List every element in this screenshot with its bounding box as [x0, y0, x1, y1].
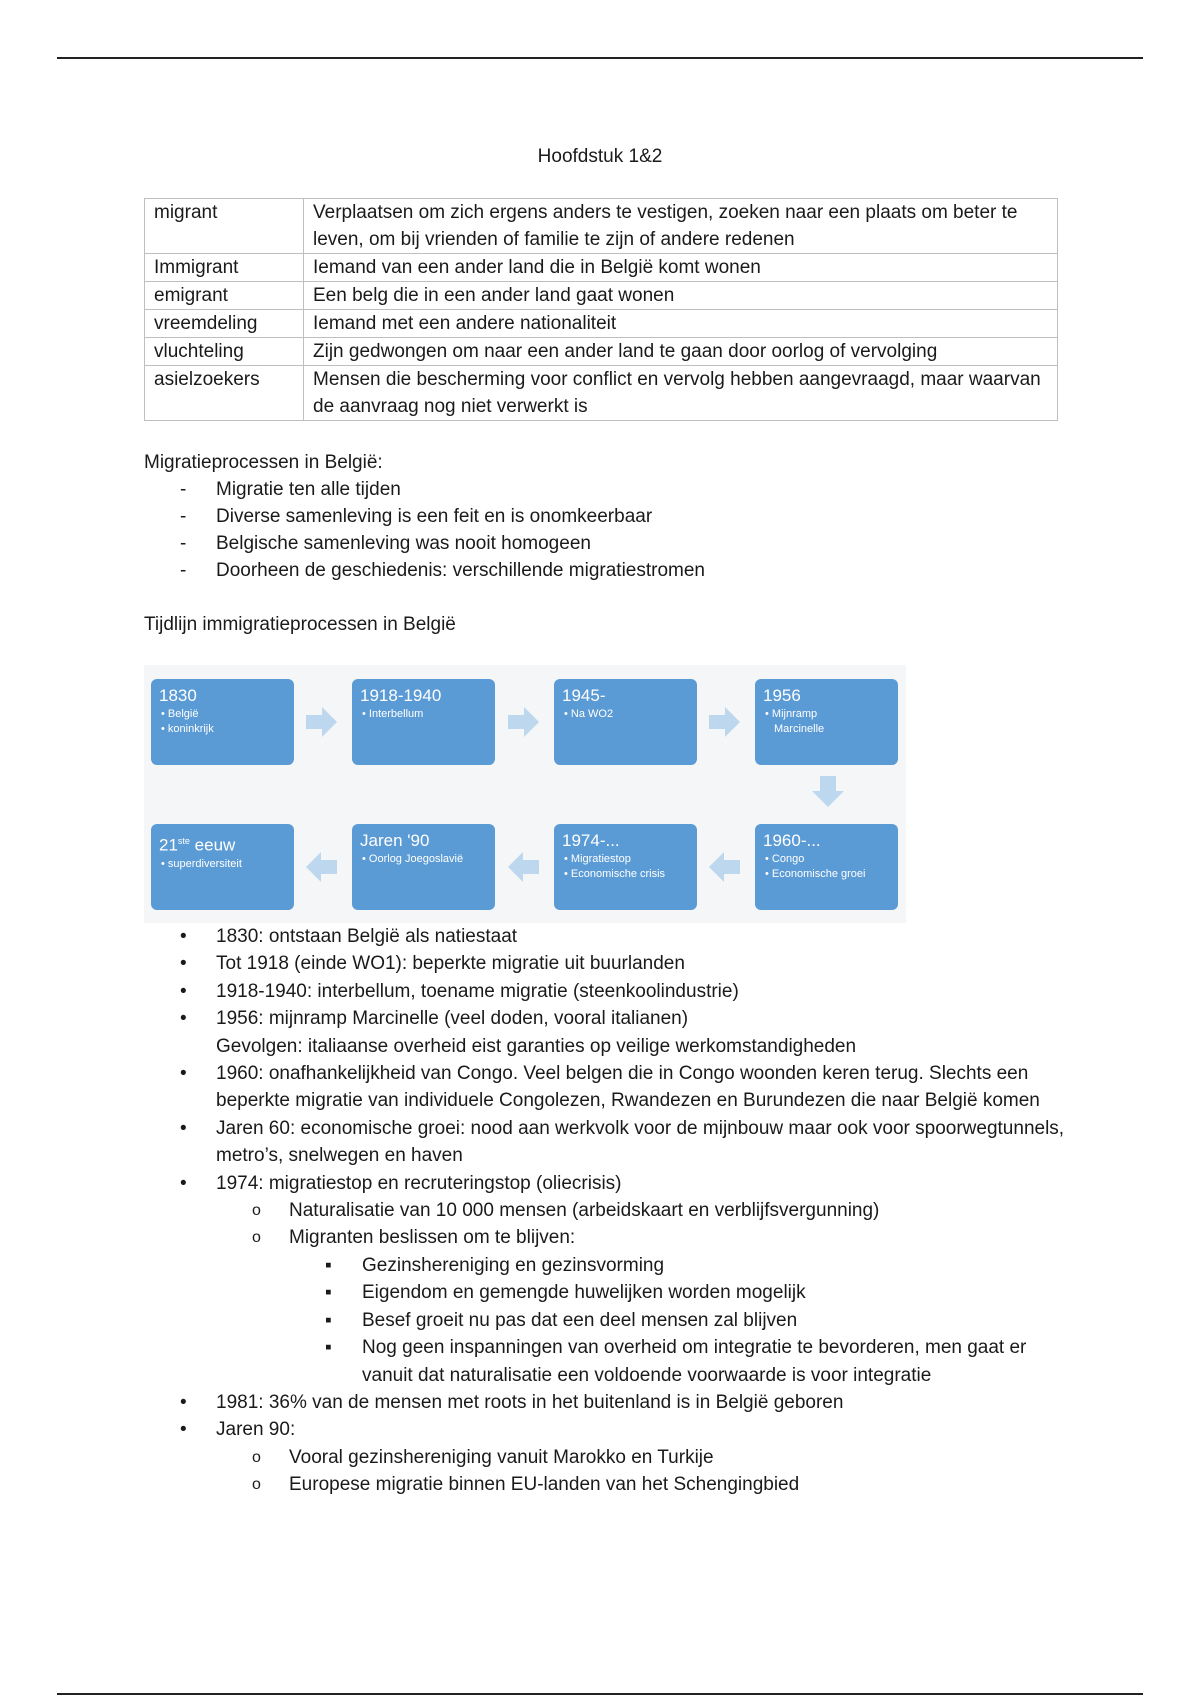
definition-cell: Een belg die in een ander land gaat wonen: [304, 282, 1058, 310]
term-cell: asielzoekers: [145, 366, 304, 421]
term-cell: emigrant: [145, 282, 304, 310]
sub-sub-list-item: ▪ Eigendom en gemengde huwelijken worden mogelijk: [289, 1279, 1074, 1306]
timeline-box-title: 1956: [763, 686, 801, 705]
timeline-box-item: • België: [161, 708, 199, 720]
term-cell: Immigrant: [145, 254, 304, 282]
list-item: • 1981: 36% van de mensen met roots in het buitenland is in België geboren: [144, 1389, 1074, 1416]
timeline-box-1945: [554, 679, 697, 765]
term-cell: vluchteling: [145, 338, 304, 366]
timeline-box-title: 1945-: [562, 686, 606, 705]
sub-sub-list: [289, 1252, 1074, 1389]
timeline-box-title: Jaren '90: [360, 831, 430, 850]
list-item: [144, 1005, 1074, 1060]
footer-rule: [57, 1693, 1143, 1695]
list-item: • 1830: ontstaan België als natiestaat: [144, 923, 1074, 950]
list-item-text: o Migranten beslissen om te blijven:: [289, 1227, 576, 1249]
list-item: • 1960: onafhankelijkheid van Congo. Veel belgen die in Congo woonden keren terug. Slechts een beperkte migratie van individuele Congolezen, Rwandezen en Burundezen die naar België komen: [144, 1060, 1074, 1115]
timeline-box-1956: [755, 679, 898, 765]
sub-sub-list-item: ▪ Gezinshereniging en gezinsvorming: [289, 1252, 1074, 1279]
table-row: [145, 282, 1058, 310]
definition-cell: Iemand van een ander land die in België komt wonen: [304, 254, 1058, 282]
arrow-right-icon: [709, 706, 741, 738]
list-item: • 1918-1940: interbellum, toename migratie (steenkoolindustrie): [144, 978, 1074, 1005]
timeline-box-1960: [755, 824, 898, 910]
list-item: - Migratie ten alle tijden: [144, 476, 705, 503]
timeline-box-1830: [151, 679, 294, 765]
timeline-heading: Tijdlijn immigratieprocessen in België: [144, 614, 456, 635]
term-cell: migrant: [145, 199, 304, 254]
timeline-box-1918: [352, 679, 495, 765]
list-item: - Belgische samenleving was nooit homogeen: [144, 530, 705, 557]
definition-cell: Verplaatsen om zich ergens anders te vestigen, zoeken naar een plaats om beter te leven, om bij vrienden of familie te zijn of andere redenen: [304, 199, 1058, 254]
arrow-right-icon: [306, 706, 338, 738]
table-row: [145, 310, 1058, 338]
timeline-box-title: 21ste eeuw: [159, 835, 236, 855]
arrow-left-icon: [709, 851, 741, 883]
timeline-box-item: • Interbellum: [362, 708, 424, 720]
timeline-box-item: • Economische groei: [765, 868, 866, 880]
page-title: Hoofdstuk 1&2: [537, 146, 663, 167]
list-item: [144, 1170, 1074, 1389]
definitions-table: [144, 198, 1058, 421]
timeline-box-item: • Mijnramp: [765, 708, 818, 720]
list-item: - Diverse samenleving is een feit en is onomkeerbaar: [144, 503, 705, 530]
sub-list-item: [216, 1224, 1074, 1388]
list-item-text: Gevolgen: italiaanse overheid eist garanties op veilige werkomstandigheden: [216, 1035, 857, 1057]
sub-sub-list-item: ▪ Nog geen inspanningen van overheid om integratie te bevorderen, men gaat er vanuit dat naturalisatie een voldoende voorwaarde is voor integratie: [289, 1334, 1074, 1389]
arrow-down-icon: [811, 776, 845, 808]
timeline-box-item: • Migratiestop: [564, 853, 631, 865]
list-item-text: • 1974: migratiestop en recruteringstop (oliecrisis): [216, 1172, 622, 1194]
timeline-box-item: • superdiversiteit: [161, 857, 242, 870]
sub-list-item: o Vooral gezinshereniging vanuit Marokko en Turkije: [216, 1444, 1074, 1471]
timeline-box-item: • Oorlog Joegoslavië: [362, 853, 464, 865]
term-cell: vreemdeling: [145, 310, 304, 338]
timeline-box-title: 1830: [159, 686, 197, 705]
arrow-left-icon: [306, 851, 338, 883]
sub-list: [216, 1444, 1074, 1499]
timeline-box-item: • koninkrijk: [161, 723, 214, 735]
definition-cell: Iemand met een andere nationaliteit: [304, 310, 1058, 338]
table-row: [145, 199, 1058, 254]
events-list: [144, 923, 1074, 1499]
timeline-box-title: 1974-...: [562, 831, 620, 850]
table-row: [145, 254, 1058, 282]
arrow-right-icon: [508, 706, 540, 738]
list-item: • Tot 1918 (einde WO1): beperkte migratie uit buurlanden: [144, 950, 1074, 977]
definition-cell: Mensen die bescherming voor conflict en vervolg hebben aangevraagd, maar waarvan de aanvraag nog niet verwerkt is: [304, 366, 1058, 421]
arrow-left-icon: [508, 851, 540, 883]
timeline-box-title: 1918-1940: [360, 686, 442, 705]
migration-list: [144, 476, 705, 584]
timeline-box-21st-century: [151, 824, 294, 910]
table-row: [145, 366, 1058, 421]
list-item: - Doorheen de geschiedenis: verschillende migratiestromen: [144, 557, 705, 584]
list-item: • Jaren 60: economische groei: nood aan werkvolk voor de mijnbouw maar ook voor spoorwegtunnels, metro’s, snelwegen en haven: [144, 1115, 1074, 1170]
sub-list: [216, 1197, 1074, 1389]
sub-list-item: o Naturalisatie van 10 000 mensen (arbeidskaart en verblijfsvergunning): [216, 1197, 1074, 1224]
list-item: [144, 1416, 1074, 1498]
migration-heading: Migratieprocessen in België:: [144, 452, 383, 473]
list-item-text: • 1956: mijnramp Marcinelle (veel doden, vooral italianen): [216, 1008, 689, 1030]
timeline-box-item: • Economische crisis: [564, 868, 666, 880]
definition-cell: Zijn gedwongen om naar een ander land te gaan door oorlog of vervolging: [304, 338, 1058, 366]
timeline-box-title: 1960-...: [763, 831, 821, 850]
timeline-box-item: • Congo: [765, 853, 805, 865]
timeline-box-90s: [352, 824, 495, 910]
table-row: [145, 338, 1058, 366]
timeline-box-item: Marcinelle: [774, 723, 825, 735]
header-rule: [57, 57, 1143, 59]
timeline-box-1974: [554, 824, 697, 910]
sub-list-item: o Europese migratie binnen EU-landen van het Schengingbied: [216, 1471, 1074, 1498]
list-item-text: • Jaren 90:: [216, 1419, 296, 1441]
timeline-diagram: [144, 665, 906, 923]
timeline-box-item: • Na WO2: [564, 708, 614, 720]
sub-sub-list-item: ▪ Besef groeit nu pas dat een deel mensen zal blijven: [289, 1307, 1074, 1334]
